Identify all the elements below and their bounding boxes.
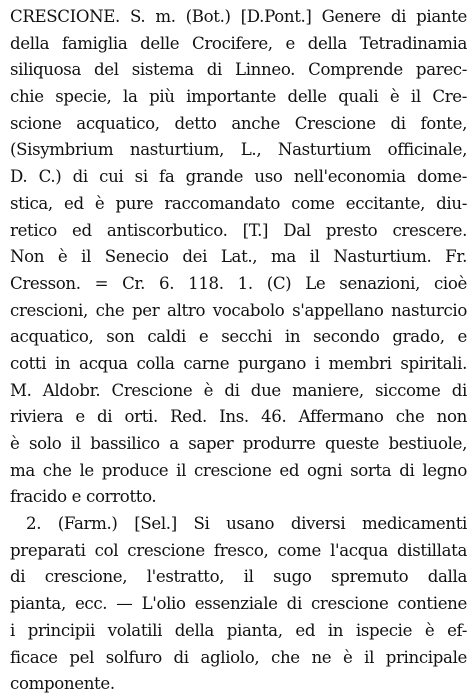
- text-line: pianta, ecc. — L'olio essenziale di crescione contiene: [10, 594, 467, 614]
- text-line: CRESCIONE. S. m. (Bot.) [D.Pont.] Genere di piante: [10, 7, 467, 26]
- text-line: (Sisymbrium nasturtium, L., Nasturtium officinale,: [10, 140, 467, 160]
- text-line: acquatico, son caldi e secchi in secondo grado, e: [10, 327, 467, 347]
- text-line: crescioni, che per altro vocabolo s'appellano nasturcio: [10, 300, 467, 320]
- text-line: 2. (Farm.) [Sel.] Si usano diversi medicamenti: [26, 514, 467, 534]
- text-line: componente.: [10, 674, 115, 694]
- dictionary-entry-crescione: [10, 4, 467, 511]
- sense-2-pharmacy: [10, 511, 467, 698]
- text-line: i principii volatili della pianta, ed in ispecie è ef-: [10, 620, 467, 640]
- text-line: stica, ed è pure raccomandato come eccitante, diu-: [10, 193, 467, 213]
- text-line: retico ed antiscorbutico. [T.] Dal presto crescere.: [10, 220, 467, 240]
- text-line: ficace pel solfuro di agliolo, che ne è il principale: [10, 647, 467, 667]
- text-line: è solo il bassilico a saper produrre queste bestiuole,: [10, 434, 467, 453]
- text-line: M. Aldobr. Crescione è di due maniere, siccome di: [10, 380, 467, 400]
- text-line: Cresson. = Cr. 6. 118. 1. (C) Le senazioni, cioè: [10, 273, 467, 293]
- text-line: ma che le produce il crescione ed ogni sorta di legno: [10, 460, 467, 480]
- text-line: scione acquatico, detto anche Crescione di fonte,: [10, 113, 467, 133]
- text-line: fracido e corrotto.: [10, 487, 157, 507]
- text-line: della famiglia delle Crocifere, e della Tetradinamia: [10, 33, 467, 53]
- text-line: di crescione, l'estratto, il sugo spremuto dalla: [10, 567, 467, 587]
- text-line: Non è il Senecio dei Lat., ma il Nasturtium. Fr.: [10, 247, 467, 267]
- text-line: chie specie, la più importante delle quali è il Cre-: [10, 87, 467, 107]
- text-line: cotti in acqua colla carne purgano i membri spiritali.: [10, 353, 467, 373]
- text-line: preparati col crescione fresco, come l'acqua distillata: [10, 540, 467, 560]
- text-line: riviera e di orti. Red. Ins. 46. Affermano che non: [10, 407, 467, 427]
- text-line: D. C.) di cui si fa grande uso nell'economia dome-: [10, 167, 467, 187]
- text-line: siliquosa del sistema di Linneo. Comprende parec-: [10, 60, 467, 80]
